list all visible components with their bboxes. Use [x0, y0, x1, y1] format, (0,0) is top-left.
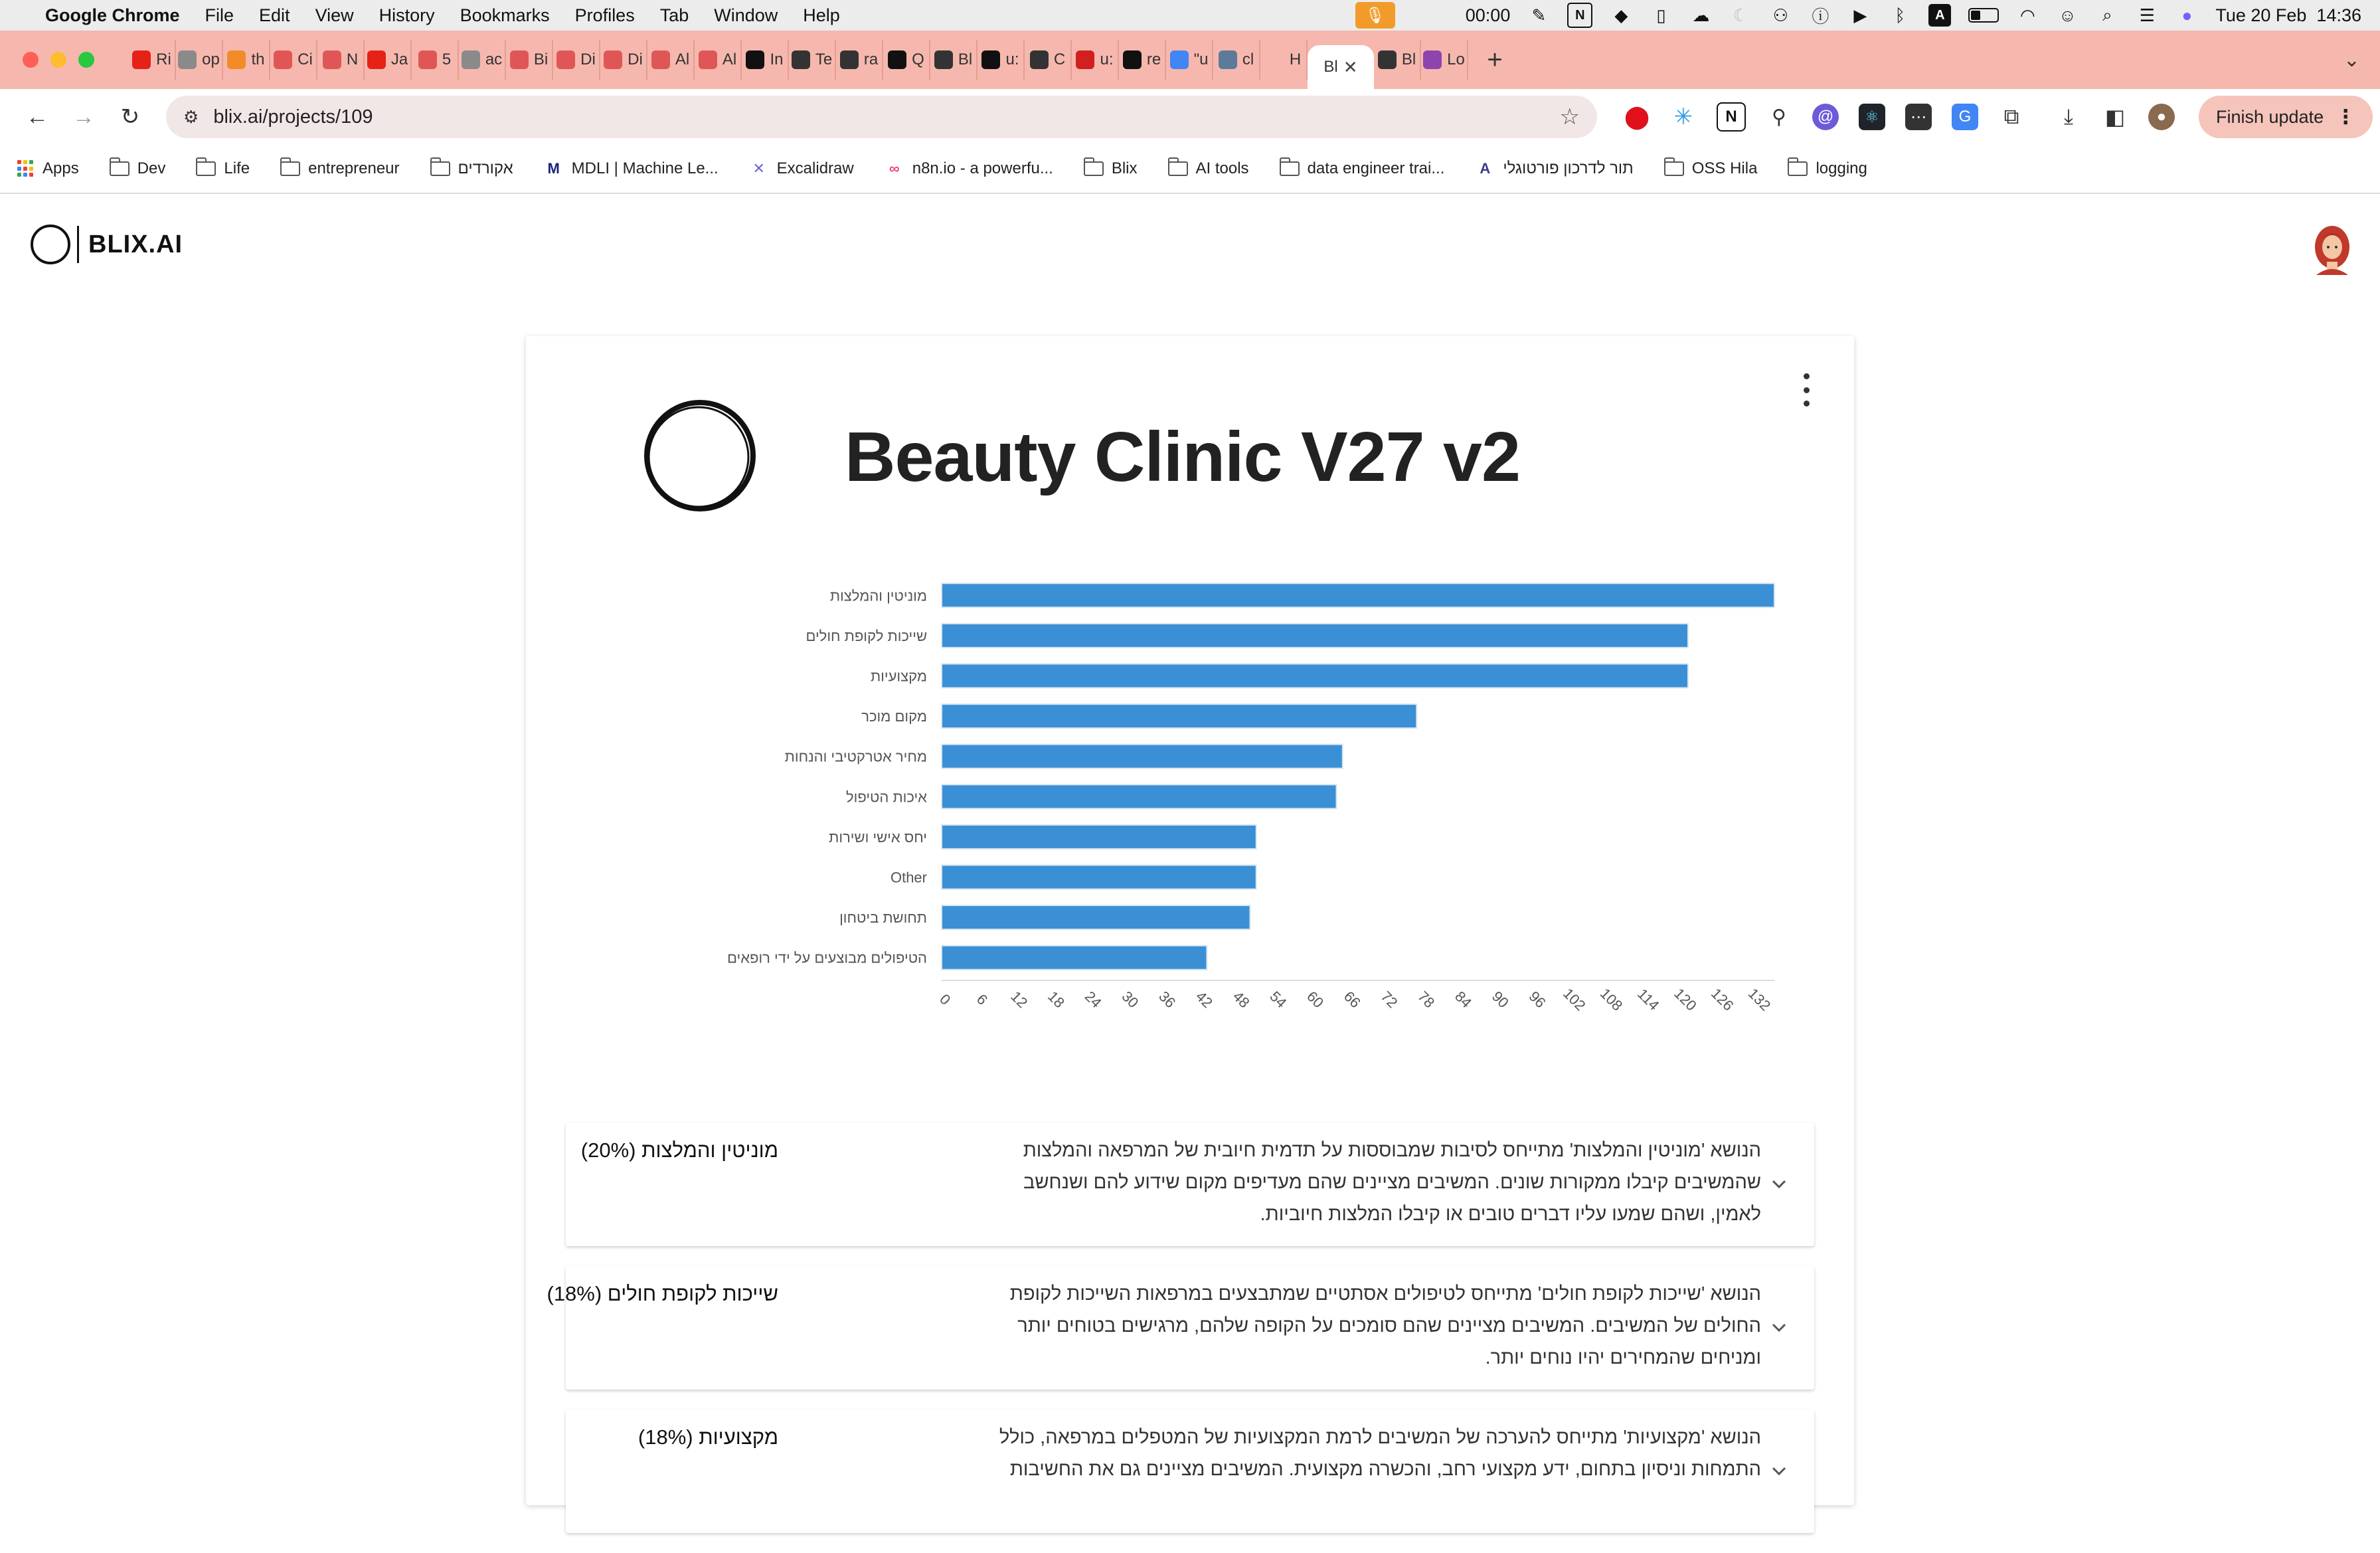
zoom-window-button[interactable] [78, 52, 94, 68]
tab-favicon-icon [323, 50, 341, 69]
chart-tick-label: 120 [1671, 984, 1700, 1014]
bookmark-item[interactable] [196, 159, 250, 178]
battery-icon[interactable] [1968, 8, 1999, 23]
tab-label: th [251, 50, 265, 68]
tab-item[interactable] [1072, 40, 1119, 80]
tab-active[interactable] [1308, 45, 1374, 89]
tab-favicon-icon [556, 50, 575, 69]
topic-title: שייכות לקופת חולים (18%) [547, 1282, 778, 1305]
tab-favicon-icon [1423, 50, 1442, 69]
tab-favicon-icon [888, 50, 906, 69]
topic-description: הנושא 'שייכות לקופת חולים' מתייחס לטיפולים אסתטיים שמתבצעים במרפאות השייכות לקופת החולים של המשיבים. המשיבים מציינים שהם סומכים על הקופה שלהם, מרגישים בטוחים יותר ומניחים שהמחירים יהיו נוחים יותר. [1009, 1283, 1761, 1368]
tab-item[interactable] [365, 40, 412, 80]
chart-tick-label: 36 [1155, 988, 1179, 1012]
macos-menu-bar [0, 0, 2380, 31]
tab-favicon-icon [1170, 50, 1189, 69]
tab-favicon-icon [1076, 50, 1094, 69]
tab-list [129, 31, 2380, 89]
chart-tick-label: 108 [1596, 984, 1626, 1014]
tab-item[interactable] [695, 40, 742, 80]
chart-tick-label: 90 [1488, 988, 1512, 1012]
brand-name: BLIX.AI [88, 230, 183, 258]
site-favicon-icon: ✕ [752, 160, 765, 177]
bookmark-label: Dev [137, 159, 166, 177]
chart-category-label: איכות הטיפול [845, 788, 927, 806]
chart-bar[interactable] [942, 866, 1256, 889]
chart-tick-label: 126 [1707, 984, 1737, 1014]
translate-extension-icon[interactable]: G [1952, 104, 1978, 130]
chart-category-label: מוניטין והמלצות [829, 587, 927, 604]
tab-label: Ja [390, 50, 408, 68]
chart-category-label: תחושת ביטחון [839, 909, 927, 927]
control-center-icon[interactable]: ☰ [2139, 5, 2155, 25]
bookmark-item[interactable] [1664, 159, 1758, 178]
notion-extension-icon[interactable]: N [1717, 102, 1746, 132]
chart-tick-label: 18 [1045, 988, 1068, 1012]
tab-label: u: [1100, 50, 1114, 68]
tab-favicon-icon [746, 50, 764, 69]
bookmark-item[interactable] [1475, 159, 1633, 179]
chart-tick-label: 30 [1118, 988, 1142, 1012]
tab-label: re [1146, 50, 1161, 68]
chart-tick-label: 48 [1229, 988, 1253, 1012]
folder-icon [1280, 161, 1300, 176]
window-controls [23, 52, 94, 68]
blix-logo[interactable] [31, 225, 183, 264]
bookmark-item[interactable] [280, 159, 399, 178]
url-text[interactable]: blix.ai/projects/109 [213, 106, 373, 128]
bookmark-label: תור לדרכון פורטוגלי [1503, 159, 1634, 177]
bookmark-item[interactable] [430, 159, 513, 178]
tab-search-icon[interactable]: ⌄ [2343, 48, 2360, 71]
tab-close-icon[interactable]: ✕ [1343, 56, 1358, 77]
clock[interactable]: Tue 20 Feb 14:36 [2215, 5, 2361, 25]
tab-favicon-icon [274, 50, 292, 69]
tab-strip [0, 31, 2380, 89]
chart-tick-label: 6 [973, 990, 991, 1008]
tab-label: Q [912, 50, 924, 68]
tab-favicon-icon [1219, 50, 1237, 69]
bookmark-item[interactable] [1084, 159, 1138, 178]
tab-item[interactable] [1025, 40, 1072, 80]
page-header [0, 194, 2380, 300]
tab-favicon-icon [1030, 50, 1049, 69]
notion-icon[interactable]: N [1567, 3, 1592, 28]
topic-title: מוניטין והמלצות (20%) [580, 1139, 778, 1162]
tracker-extension-icon[interactable]: ⚲ [1772, 106, 1786, 128]
play-icon[interactable]: ▶ [1853, 5, 1867, 25]
forward-button[interactable]: → [72, 104, 95, 130]
glasses-icon[interactable]: ⚇ [1772, 5, 1788, 25]
user-icon[interactable]: ☺ [2059, 5, 2077, 25]
input-source-icon[interactable]: A [1928, 4, 1951, 27]
timer-readout: 00:00 [1465, 5, 1511, 25]
bookmark-label: MDLI | Machine Le... [571, 159, 719, 177]
topic-description: הנושא 'מוניטין והמלצות' מתייחס לסיבות שמבוססות על תדמית חיובית של המרפאה והמלצות שהמשיבים קיבלו ממקורות שונים. המשיבים מציינים שהם מעדיפים מקום שידוע להם ושנחשב לאמין, ושהם שמעו עליו דברים טובים או קיבלו המלצות חיוביות. [1023, 1140, 1761, 1225]
tab-favicon-icon [651, 50, 670, 69]
bookmark-label: AI tools [1195, 159, 1249, 177]
extensions-area [1624, 102, 2175, 132]
chart-tick-label: 66 [1340, 988, 1364, 1012]
tab-item[interactable] [789, 40, 836, 80]
tab-item[interactable] [553, 40, 600, 80]
chart-bar[interactable] [942, 745, 1343, 769]
chart-tick-label: 54 [1266, 988, 1290, 1012]
bookmark-label: Apps [42, 159, 79, 177]
chart-tick-label: 96 [1525, 988, 1549, 1012]
puzzle-extensions-icon[interactable]: ⧉ [2003, 104, 2019, 128]
tab-item[interactable] [1374, 40, 1421, 80]
chart-category-label: שייכות לקופת חולים [806, 627, 927, 644]
logo-divider [77, 226, 79, 263]
profile-avatar-icon[interactable]: ● [2148, 104, 2175, 130]
chart-tick-label: 72 [1377, 988, 1401, 1012]
chart-bar[interactable] [942, 664, 1688, 688]
bookmark-label: אקורדים [458, 159, 513, 177]
chart-tick-label: 60 [1304, 988, 1327, 1012]
tab-item[interactable] [129, 40, 176, 80]
topic-list [547, 1123, 1814, 1553]
tab-label: "u [1193, 50, 1209, 68]
topic-accordion-item[interactable] [566, 1123, 1814, 1246]
folder-icon [1168, 161, 1188, 176]
bookmark-label: entrepreneur [308, 159, 400, 177]
tab-item[interactable] [742, 40, 789, 80]
tab-item[interactable] [459, 40, 506, 80]
chart-bar[interactable] [942, 946, 1207, 970]
tab-item[interactable] [506, 40, 553, 80]
new-tab-button[interactable]: + [1487, 45, 1503, 74]
tab-favicon-icon [418, 50, 437, 69]
tab-label: Di [580, 50, 596, 68]
tab-item[interactable] [1166, 40, 1213, 80]
folder-icon [110, 161, 129, 176]
app-menu[interactable]: Google Chrome [45, 5, 180, 25]
chart-category-label: מחיר אטרקטיבי והנחות [784, 748, 927, 765]
chart-tick-label: 102 [1559, 984, 1589, 1014]
menu-help[interactable]: Help [803, 5, 840, 25]
opera-extension-icon[interactable]: ⬤ [1624, 104, 1650, 130]
bookmark-label: Excalidraw [776, 159, 854, 177]
bookmark-item[interactable] [110, 159, 166, 178]
moon-icon[interactable]: ☾ [1733, 5, 1748, 25]
bookmark-label: Life [224, 159, 250, 177]
tab-item[interactable] [412, 40, 459, 80]
folder-icon [1788, 161, 1808, 176]
tab-item[interactable] [176, 40, 223, 80]
chart-tick-label: 132 [1744, 984, 1774, 1014]
folder-icon [1084, 161, 1104, 176]
tab-favicon-icon [981, 50, 1000, 69]
bookmark-label: n8n.io - a powerfu... [912, 159, 1053, 177]
back-button[interactable]: ← [26, 104, 48, 130]
tab-label: op [202, 50, 220, 68]
tab-label: Ci [298, 50, 313, 68]
tab-favicon-icon [1266, 50, 1284, 69]
chart-tick-label: 114 [1634, 985, 1663, 1014]
tab-favicon-icon [510, 50, 529, 69]
bookmark-label: Blix [1111, 159, 1138, 177]
site-favicon-icon: ∞ [889, 160, 900, 177]
menu-file[interactable]: File [205, 5, 234, 25]
chart-category-label: הטיפולים מבוצעים על ידי רופאים [727, 949, 927, 966]
folder-icon [280, 161, 300, 176]
chart-bar[interactable] [942, 905, 1250, 929]
tab-item[interactable] [930, 40, 978, 80]
bookmark-item[interactable] [1168, 159, 1249, 178]
bluetooth-icon[interactable]: ᛒ [1895, 5, 1906, 25]
chart-bar[interactable] [942, 784, 1336, 808]
finish-update-button[interactable] [2199, 96, 2373, 138]
site-favicon-icon: A [1480, 160, 1491, 177]
sidebar-icon[interactable]: ▯ [1656, 5, 1666, 25]
tab-favicon-icon [178, 50, 197, 69]
tab-item[interactable] [1119, 40, 1166, 80]
accessibility-icon[interactable]: ⓘ [1812, 6, 1829, 27]
tab-label: Bl [958, 50, 973, 68]
chevron-down-icon[interactable] [1768, 1317, 1790, 1339]
topics-bar-chart [526, 562, 1854, 1014]
tab-item[interactable] [1260, 40, 1308, 80]
close-window-button[interactable] [23, 52, 39, 68]
reload-button[interactable]: ↻ [120, 104, 140, 130]
address-bar[interactable] [166, 96, 1597, 138]
menu-window[interactable]: Window [714, 5, 778, 25]
folder-icon [430, 161, 450, 176]
tab-item[interactable] [1421, 40, 1468, 80]
tab-item[interactable] [600, 40, 647, 80]
tab-favicon-icon [462, 50, 480, 69]
react-extension-icon[interactable]: ⚛ [1859, 104, 1885, 130]
tab-item[interactable] [836, 40, 883, 80]
project-options-icon[interactable] [1800, 373, 1813, 407]
chart-tick-label: 24 [1081, 988, 1105, 1012]
site-settings-icon[interactable]: ⚙ [183, 106, 199, 127]
browser-toolbar [0, 89, 2380, 145]
chart-category-label: מקום מוכר [861, 708, 927, 725]
tab-label: Te [815, 50, 833, 68]
topic-accordion-item[interactable] [566, 1410, 1814, 1533]
tab-favicon-icon [840, 50, 859, 69]
site-favicon-icon: M [547, 160, 560, 177]
chart-tick-label: 12 [1007, 988, 1031, 1012]
tab-label: Bi [533, 50, 549, 68]
page-title: Beauty Clinic V27 v2 [845, 418, 1520, 496]
chart-bar[interactable] [942, 825, 1256, 849]
tab-favicon-icon [1378, 50, 1397, 69]
tab-item[interactable] [978, 40, 1025, 80]
tab-favicon-icon [1123, 50, 1142, 69]
finish-update-label: Finish update [2216, 106, 2324, 127]
folder-icon [1664, 161, 1684, 176]
chart-tick-label: 84 [1452, 988, 1476, 1012]
tab-favicon-icon [934, 50, 953, 69]
bookmark-item[interactable] [544, 159, 719, 179]
tab-label: ra [863, 50, 879, 68]
user-avatar[interactable] [2311, 225, 2353, 275]
chevron-down-icon[interactable] [1768, 1173, 1790, 1196]
tab-item[interactable] [647, 40, 695, 80]
tab-item[interactable] [317, 40, 365, 80]
bookmark-item[interactable] [1280, 159, 1445, 178]
tab-item[interactable] [883, 40, 930, 80]
sparkle-extension-icon[interactable]: ✳ [1673, 104, 1693, 130]
project-logo-icon [640, 396, 760, 515]
menu-edit[interactable]: Edit [259, 5, 290, 25]
menu-history[interactable]: History [379, 5, 435, 25]
tab-favicon-icon [367, 50, 386, 69]
tab-label: H [1289, 50, 1302, 68]
pin-icon[interactable]: ✎ [1531, 5, 1547, 25]
tab-item[interactable] [1213, 40, 1260, 80]
tab-label: Al [675, 50, 690, 68]
tab-label: u: [1005, 50, 1019, 68]
weather-icon[interactable]: ☁ [1692, 5, 1710, 25]
bookmark-label: data engineer trai... [1307, 159, 1445, 177]
minimize-window-button[interactable] [50, 52, 66, 68]
topic-accordion-item[interactable] [547, 1266, 1814, 1390]
bookmark-label: OSS Hila [1691, 159, 1758, 177]
tab-label: Bl [1323, 58, 1338, 76]
tab-label: cl [1242, 50, 1254, 68]
tab-favicon-icon [132, 50, 151, 69]
tab-label: Bl [1401, 50, 1416, 68]
search-icon[interactable]: ⌕ [2102, 5, 2112, 25]
menu-tab[interactable]: Tab [659, 5, 689, 25]
chart-category-label: Other [890, 869, 927, 886]
chart-bar[interactable] [942, 704, 1416, 728]
tab-item[interactable] [270, 40, 317, 80]
logo-circle-icon [31, 225, 70, 264]
tab-favicon-icon [227, 50, 246, 69]
bookmark-item[interactable] [749, 159, 854, 179]
chart-category-label: מקצועיות [870, 668, 927, 685]
bookmark-star-icon[interactable]: ☆ [1559, 104, 1580, 130]
siri-icon[interactable]: ● [2181, 5, 2193, 25]
tab-label: N [346, 50, 359, 68]
tab-favicon-icon [792, 50, 810, 69]
chart-bar[interactable] [942, 583, 1774, 607]
chart-tick-label: 42 [1192, 988, 1216, 1012]
tab-label: ac [485, 50, 503, 68]
apps-grid-icon [17, 160, 35, 177]
tab-label: Di [628, 50, 643, 68]
bookmark-label: logging [1816, 159, 1867, 177]
elephant-icon[interactable]: ◆ [1614, 5, 1628, 25]
download-icon[interactable]: ⤓ [2063, 104, 2074, 128]
bookmark-item[interactable] [17, 159, 79, 178]
menu-view[interactable]: View [315, 5, 354, 25]
tab-label: C [1053, 50, 1066, 68]
dots-extension-icon[interactable]: ⋯ [1905, 104, 1932, 130]
chart-bar[interactable] [942, 624, 1688, 648]
bookmarks-bar [0, 145, 2380, 194]
chevron-down-icon[interactable] [1768, 1460, 1790, 1483]
tab-label: Al [722, 50, 737, 68]
project-card [526, 336, 1854, 1505]
tab-item[interactable] [223, 40, 270, 80]
chart-tick-label: 78 [1414, 988, 1438, 1012]
chart-tick-label: 0 [936, 990, 954, 1008]
tab-label: In [770, 50, 784, 68]
kebab-menu-icon: ⋮ [2336, 106, 2356, 128]
tab-label: Ri [156, 50, 171, 68]
tab-favicon-icon [699, 50, 717, 69]
wifi-icon[interactable]: ◠ [2020, 5, 2035, 25]
bookmark-item[interactable] [1788, 159, 1867, 178]
bookmark-item[interactable] [885, 159, 1053, 179]
folder-icon [196, 161, 216, 176]
status-area [1355, 2, 2361, 29]
menu-profiles[interactable]: Profiles [574, 5, 635, 25]
tab-label: 5 [442, 50, 452, 68]
topic-description: הנושא 'מקצועיות' מתייחס להערכה של המשיבים לרמת המקצועיות של המטפלים במרפאה, כולל התמחות וניסיון בתחום, ידע מקצועי רחב, והכשרה מקצועית. המשיבים מציינים גם את החשיבות [999, 1427, 1761, 1480]
menu-bookmarks[interactable]: Bookmarks [460, 5, 550, 25]
topic-title: מקצועיות (18%) [638, 1425, 778, 1449]
tab-label: Lo [1447, 50, 1465, 68]
side-panel-icon[interactable]: ◧ [2104, 105, 2126, 129]
tab-favicon-icon [604, 50, 622, 69]
microphone-icon[interactable]: 🎙 [1355, 2, 1395, 29]
purple-extension-icon[interactable]: @ [1812, 104, 1839, 130]
chart-category-label: יחס אישי ושירות [829, 828, 927, 846]
